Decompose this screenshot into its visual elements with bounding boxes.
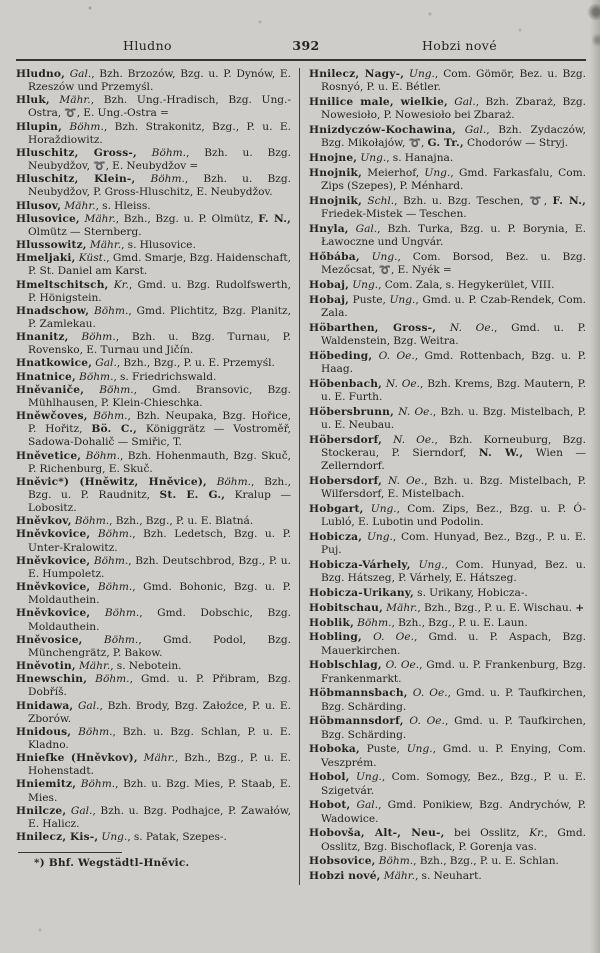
gazetteer-entry: Hluk, Mähr., Bzh. Ung.-Hradisch, Bzg. Ung.-Ostra, ➰, E. Ung.-Ostra =	[16, 94, 292, 120]
gazetteer-entry: Hniemitz, Böhm., Bzh. u. Bzg. Mies, P. Staab, E. Mies.	[16, 778, 292, 804]
gazetteer-entry: Hnatnice, Böhm., s. Friedrichswald.	[16, 370, 217, 383]
footnote-block	[16, 852, 291, 869]
gazetteer-entry: Hlupin, Böhm., Bzh. Strakonitz, Bzg., P. u. E. Horaždiowitz.	[16, 120, 292, 146]
gazetteer-entry: Höbmannsbach, O. Oe., Gmd. u. P. Taufkirchen, Bzg. Schärding.	[309, 687, 587, 713]
gazetteer-entry: Hnizdyczów-Kochawina, Gal., Bzh. Zydaczów, Bzg. Mikołajów, ➰, G. Tr., Chodorów — Stryj.	[309, 124, 587, 150]
page-number: 392	[292, 38, 320, 53]
gazetteer-entry: Hobicza-Urikany, s. Urikany, Hobicza-.	[309, 586, 528, 599]
gazetteer-entry: Hněvotin, Mähr., s. Nebotein.	[16, 660, 182, 673]
gazetteer-entry: Hnidawa, Gal., Bzh. Brody, Bzg. Załoźce, P. u. E. Zborów.	[16, 699, 291, 725]
gazetteer-entry: Hnojne, Ung., s. Hanajna.	[309, 152, 454, 164]
header-rule	[16, 59, 586, 61]
gazetteer-entry: Hluschitz, Klein-, Böhm., Bzh. u. Bzg. Neubydžov, P. Gross-Hluschitz, E. Neubydžov.	[16, 173, 291, 199]
gazetteer-entry: Hniefke (Hněvkov), Mähr., Bzh., Bzg., P. u. E. Hohenstadt.	[16, 752, 291, 778]
gazetteer-entry: Höbeding, O. Oe., Gmd. Rottenbach, Bzg. u. P. Haag.	[309, 349, 586, 375]
gazetteer-entry: Hněvetice, Böhm., Bzh. Hohenmauth, Bzg. Skuč, P. Richenburg, E. Skuč.	[16, 449, 291, 475]
gazetteer-entry: Hobgart, Ung., Com. Zips, Bez., Bzg. u. P. Ó-Lubló, E. Lubotin und Podolin.	[309, 502, 586, 528]
gazetteer-entry: Hobling, O. Oe., Gmd. u. P. Aspach, Bzg. Mauerkirchen.	[309, 631, 587, 657]
gazetteer-entry: Hobaj, Puste, Ung., Gmd. u. P. Czab-Rendek, Com. Zala.	[309, 293, 586, 319]
gazetteer-entry: Hněvic*) (Hněwitz, Hněvice), Böhm., Bzh., Bzg. u. P. Raudnitz, St. E. G., Kralup — Lobositz.	[16, 475, 291, 515]
gazetteer-entry: Hobovša, Alt-, Neu-, bei Osslitz, Kr., Gmd. Osslitz, Bzg. Bischoflack, P. Gorenja vas.	[309, 827, 586, 853]
gazetteer-entry: Hnadschow, Böhm., Gmd. Plichtitz, Bzg. Planitz, P. Zamlekau.	[16, 304, 291, 330]
gazetteer-entry: Hluschitz, Gross-, Böhm., Bzh. u. Bzg. Neubydžov, ➰, E. Neubydžov =	[16, 146, 291, 173]
column-left	[16, 68, 297, 885]
gazetteer-entry: Hnojnik, Meierhof, Ung., Gmd. Farkasfalu, Com. Zips (Szepes), P. Ménhard.	[309, 166, 586, 192]
gazetteer-entry: Hludno, Gal., Bzh. Brzozów, Bzg. u. P. Dynów, E. Rzeszów und Przemyśl.	[16, 68, 291, 94]
posthorn-icon: ➰	[529, 195, 544, 207]
cross-icon: +	[575, 601, 585, 614]
page-header	[16, 38, 586, 59]
gazetteer-entry: Hoblik, Böhm., Bzh., Bzg., P. u. E. Laun.	[309, 616, 528, 629]
column-divider-rule	[299, 68, 300, 885]
gazetteer-entry: Hněvaniče, Böhm., Gmd. Bransovic, Bzg. Mühlhausen, P. Klein-Chieschka.	[16, 383, 291, 409]
gazetteer-entry: Hmeltschitsch, Kr., Gmd. u. Bzg. Rudolfswerth, P. Hönigstein.	[16, 278, 291, 304]
gazetteer-entry: Hněvkovice, Böhm., Gmd. Bohonic, Bzg. u. P. Moldauthein.	[16, 581, 291, 607]
footnote-rule	[18, 852, 122, 853]
gazetteer-entry: Hobaj, Ung., Com. Zala, s. Hegykerület, VIII.	[309, 278, 555, 291]
running-title-right: Hobzi nové	[421, 38, 498, 53]
gazetteer-entry: Hněvkovice, Böhm., Gmd. Dobschic, Bzg. Moldauthein.	[16, 607, 291, 633]
posthorn-icon: ➰	[408, 138, 421, 150]
gazetteer-entry: Hněvosice, Böhm., Gmd. Podol, Bzg. Münchengrätz, P. Bakow.	[16, 633, 291, 659]
gazetteer-entry: Höbersbrunn, N. Oe., Bzh. u. Bzg. Mistelbach, P. u. E. Neubau.	[309, 405, 587, 431]
gazetteer-entry: Höbenbach, N. Oe., Bzh. Krems, Bzg. Mautern, P. u. E. Furth.	[309, 377, 586, 403]
gazetteer-entry: Hlussowitz, Mähr., s. Hlusovice.	[16, 239, 196, 252]
posthorn-icon: ➰	[93, 161, 106, 173]
gazetteer-entry: Hnilice male, wielkie, Gal., Bzh. Zbaraż, Bzg. Nowesioło, P. Nowesioło bei Zbaraż.	[309, 96, 586, 122]
gazetteer-entry: Hnilecz, Nagy-, Ung., Com. Gömör, Bez. u. Bzg. Rosnyó, P. u. E. Bétler.	[309, 68, 587, 94]
gazetteer-entry: Hnidous, Böhm., Bzh. u. Bzg. Schlan, P. u. E. Kladno.	[16, 725, 291, 751]
two-column-content	[16, 68, 586, 885]
gazetteer-entry: Hnilecz, Kis-, Ung., s. Patak, Szepes-.	[16, 831, 227, 844]
gazetteer-entry: Hobol, Ung., Com. Somogy, Bez., Bzg., P. u. E. Szigetvár.	[309, 771, 586, 797]
gazetteer-entry: Hněvkovice, Böhm., Bzh. Ledetsch, Bzg. u. P. Unter-Kralowitz.	[16, 528, 291, 554]
gazetteer-entry: Hlusov, Mähr., s. Hleiss.	[16, 199, 151, 212]
gazetteer-entry: Höbarthen, Gross-, N. Oe., Gmd. u. P. Waldenstein, Bzg. Weitra.	[309, 321, 586, 347]
gazetteer-entry: Hněvkov, Böhm., Bzh., Bzg., P. u. E. Blatná.	[16, 515, 254, 528]
gazetteer-entry: Hobersdorf, N. Oe., Bzh. u. Bzg. Mistelbach, P. Wilfersdorf, E. Mistelbach.	[309, 474, 586, 500]
gazetteer-entry: Höbersdorf, N. Oe., Bzh. Korneuburg, Bzg. Stockerau, P. Sierndorf, N. W., Wien — Zellerndorf.	[309, 433, 587, 472]
gazetteer-entry: Hobzi nové, Mähr., s. Neuhart.	[309, 870, 482, 883]
gazetteer-entry: Hoblschlag, O. Oe., Gmd. u. P. Frankenburg, Bzg. Frankenmarkt.	[309, 659, 587, 685]
gazetteer-entry: Hněwčoves, Böhm., Bzh. Neupaka, Bzg. Hořice, P. Hořitz, Bö. C., Königgrätz — Vostroměř, Sadowa-Dohalič — Smiřic, T.	[16, 410, 292, 449]
gazetteer-entry: Höbmannsdorf, O. Oe., Gmd. u. P. Taufkirchen, Bzg. Schärding.	[309, 715, 587, 741]
gazetteer-entry: Hoboka, Puste, Ung., Gmd. u. P. Enying, Com. Veszprém.	[309, 743, 586, 769]
gazetteer-entry: Hnilcze, Gal., Bzh. u. Bzg. Podhajce, P. Zawałów, E. Halicz.	[16, 804, 291, 830]
gazetteer-entry: Hőbába, Ung., Com. Borsod, Bez. u. Bzg. Mezőcsat, ➰, E. Nyék =	[309, 250, 586, 276]
gazetteer-entry: Hnatkowice, Gal., Bzh., Bzg., P. u. E. Przemyśl.	[16, 357, 275, 370]
gazetteer-entry: Hobicza, Ung., Com. Hunyad, Bez., Bzg., P. u. E. Puj.	[309, 530, 586, 556]
gazetteer-entry: Hobot, Gal., Gmd. Ponikiew, Bzg. Andrychów, P. Wadowice.	[309, 799, 586, 825]
gazetteer-entry: Hobsovice, Böhm., Bzh., Bzg., P. u. E. Schlan.	[309, 855, 559, 868]
footnote-text: *) Bhf. Wegstädtl-Hněvic.	[34, 857, 190, 870]
gazetteer-entry: Hnewschin, Böhm., Gmd. u. P. Přibram, Bzg. Dobříš.	[16, 673, 291, 699]
gazetteer-entry: Hmeljaki, Küst., Gmd. Smarje, Bzg. Haidenschaft, P. St. Daniel am Karst.	[16, 252, 291, 278]
running-title-left: Hludno	[123, 38, 172, 53]
gazetteer-entry: Hnyla, Gal., Bzh. Turka, Bzg. u. P. Borynia, E. Ławoczne und Ungvár.	[309, 222, 586, 248]
gazetteer-entry: Hněvkovice, Böhm., Bzh. Deutschbrod, Bzg., P. u. E. Humpoletz.	[16, 554, 291, 580]
column-right	[302, 68, 586, 885]
gazetteer-entry: Hnojnik, Schl., Bzh. u. Bzg. Teschen, ➰, F. N., Friedek-Mistek — Teschen.	[309, 194, 587, 220]
posthorn-icon: ➰	[64, 108, 77, 120]
gazetteer-entry: Hobitschau, Mähr., Bzh., Bzg., P. u. E. Wischau. +	[309, 601, 585, 614]
gazetteer-entry: Hnanitz, Böhm., Bzh. u. Bzg. Turnau, P. Rovensko, E. Turnau und Jičín.	[16, 331, 291, 357]
posthorn-icon: ➰	[378, 265, 392, 276]
gazetteer-entry: Hlusovice, Mähr., Bzh., Bzg. u. P. Olmütz, F. N., Olmütz — Sternberg.	[16, 212, 291, 238]
gazetteer-entry: Hobicza-Várhely, Ung., Com. Hunyad, Bez. u. Bzg. Hátszeg, P. Várhely, E. Hátszeg.	[309, 558, 586, 584]
